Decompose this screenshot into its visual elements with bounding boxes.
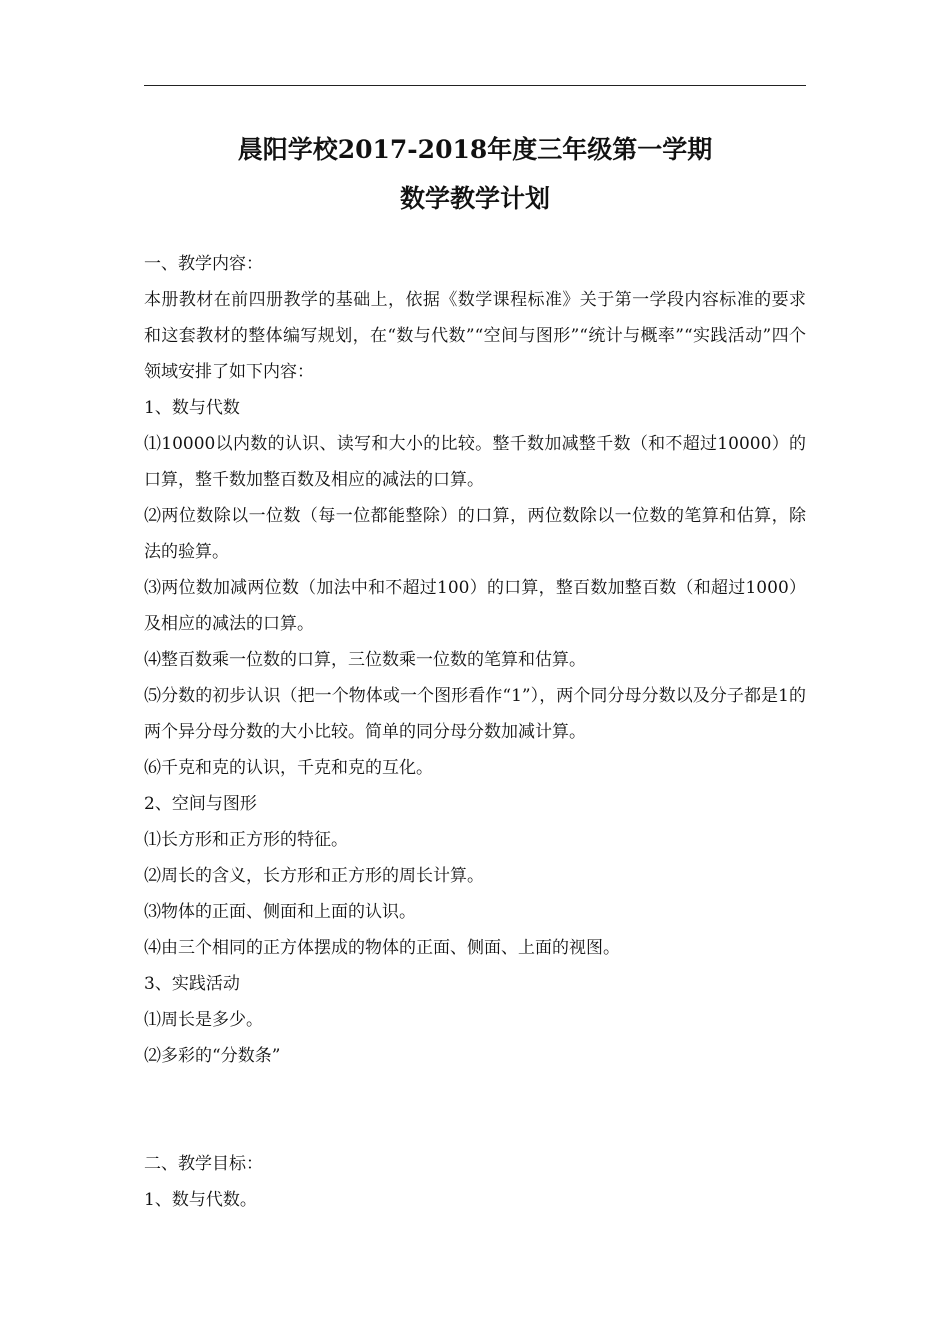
list-item: ⑸分数的初步认识（把一个物体或一个图形看作“1”），两个同分母分数以及分子都是1的两个异分母分数的大小比较。简单的同分母分数加减计算。: [144, 686, 806, 742]
list-item: ⑷由三个相同的正方体摆成的物体的正面、侧面、上面的视图。: [144, 938, 620, 958]
list-item: ⑹千克和克的认识，千克和克的互化。: [144, 758, 433, 778]
document-title-line-2: 数学教学计划: [399, 184, 550, 213]
header-rule: [144, 85, 806, 86]
list-item: ⑷整百数乘一位数的口算，三位数乘一位数的笔算和估算。: [144, 650, 586, 670]
list-item: ⑶物体的正面、侧面和上面的认识。: [144, 902, 416, 922]
list-item: ⑶两位数加减两位数（加法中和不超过100）的口算，整百数加整百数（和超过1000）及相应的减法的口算。: [144, 578, 806, 634]
section-spacer: [144, 1074, 806, 1146]
list-item: ⑵多彩的“分数条”: [144, 1046, 281, 1066]
intro-paragraph: 本册教材在前四册教学的基础上，依据《数学课程标准》关于第一学段内容标准的要求和这套教材的整体编写规划，在“数与代数”“空间与图形”“统计与概率”“实践活动”四个领域安排了如下内容：: [144, 290, 806, 382]
subsection-heading-practice: 3、实践活动: [144, 974, 240, 994]
list-item: ⑴长方形和正方形的特征。: [144, 830, 348, 850]
list-item: ⑵周长的含义，长方形和正方形的周长计算。: [144, 866, 484, 886]
subsection-heading-numbers-algebra: 1、数与代数: [144, 398, 240, 418]
subsection-heading-space-shapes: 2、空间与图形: [144, 794, 257, 814]
document-title-line-1: 晨阳学校2017-2018年度三年级第一学期: [237, 135, 713, 164]
subsection-heading-goals-numbers: 1、数与代数。: [144, 1190, 257, 1210]
section-heading-teaching-content: 一、教学内容：: [144, 254, 263, 274]
document-body: [144, 246, 806, 1218]
list-item: ⑵两位数除以一位数（每一位都能整除）的口算，两位数除以一位数的笔算和估算，除法的验算。: [144, 506, 806, 562]
list-item: ⑴周长是多少。: [144, 1010, 263, 1030]
section-heading-teaching-goals: 二、教学目标：: [144, 1154, 263, 1174]
list-item: ⑴10000以内数的认识、读写和大小的比较。整千数加减整千数（和不超过10000）的口算，整千数加整百数及相应的减法的口算。: [144, 434, 806, 490]
